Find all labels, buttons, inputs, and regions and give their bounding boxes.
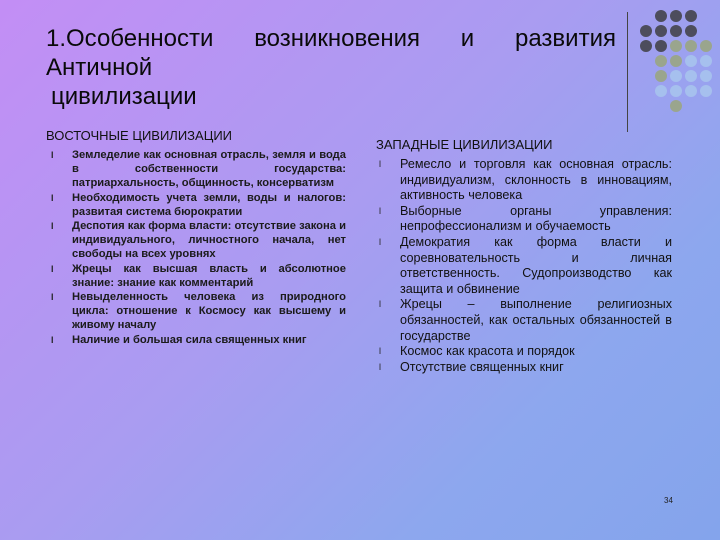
page-number: 34 [664, 496, 673, 505]
decorative-dot [655, 85, 667, 97]
decorative-dot [670, 40, 682, 52]
list-item-text: Ремесло и торговля как основная отрасль: индивидуализм, склонность в инновациям, активность человека [400, 157, 672, 203]
decorative-dot [655, 40, 667, 52]
title-word: развития [515, 25, 616, 52]
title-word: 1.Особенности [46, 25, 214, 52]
west-heading: ЗАПАДНЫЕ ЦИВИЛИЗАЦИИ [376, 137, 553, 152]
list-item-text: Невыделенность человека из природного цикла: отношение к Космосу как высшему и живому началу [72, 291, 346, 332]
bullet-icon: l [51, 150, 54, 160]
bullet-icon: l [51, 192, 54, 203]
east-list [51, 148, 346, 347]
list-item [379, 359, 672, 376]
bullet-icon: l [51, 292, 54, 303]
decorative-dot [700, 85, 712, 97]
decorative-dot [670, 10, 682, 22]
west-column [376, 137, 672, 375]
decorative-dot [685, 55, 697, 67]
decorative-divider [627, 12, 628, 132]
bullet-icon: l [51, 221, 54, 232]
list-item [51, 290, 346, 333]
decorative-dot [655, 55, 667, 67]
decorative-dot [685, 85, 697, 97]
bullet-icon: l [379, 346, 381, 357]
bullet-icon: l [51, 334, 54, 345]
bullet-icon: l [51, 263, 54, 274]
east-column [46, 128, 346, 347]
bullet-icon: l [379, 299, 381, 310]
decorative-dot [700, 40, 712, 52]
bullet-icon: l [379, 361, 381, 372]
list-item [379, 297, 672, 344]
list-item-text: Деспотия как форма власти: отсутствие закона и индивидуального, личностного начала, нет свободы на всех уровнях [72, 220, 346, 261]
title-word: и [460, 25, 475, 52]
list-item [51, 191, 346, 219]
west-list [379, 157, 672, 375]
decorative-dot [700, 55, 712, 67]
list-item-text: Демократия как форма власти и соревновательность и личная ответственность. Судопроизводство как защита и обвинение [400, 234, 672, 296]
title-line-2: Античной [46, 54, 153, 81]
list-item-text: Жрецы – выполнение религиозных обязанностей, как остальных обязанностей в государстве [400, 297, 672, 343]
list-item-text: Жрецы как высшая власть и абсолютное знание: знание как комментарий [72, 262, 346, 289]
decorative-dot [670, 85, 682, 97]
list-item [379, 234, 672, 297]
list-item [379, 344, 672, 360]
decorative-dot-grid [640, 10, 720, 120]
title-word: возникновения [254, 25, 420, 52]
list-item-text: Выборные органы управления: непрофессионализм и обучаемость [400, 203, 672, 234]
list-item [379, 203, 672, 235]
list-item-text: Космос как красота и порядок [400, 344, 575, 359]
bullet-icon: l [379, 236, 381, 247]
list-item [379, 157, 672, 204]
decorative-dot [640, 25, 652, 37]
decorative-dot [655, 10, 667, 22]
decorative-dot [670, 55, 682, 67]
title-line-3: цивилизации [51, 83, 197, 110]
list-item-text: Земледелие как основная отрасль, земля и вода в собственности государства: патриархальность, общинность, консерватизм [72, 149, 346, 190]
east-heading: ВОСТОЧНЫЕ ЦИВИЛИЗАЦИИ [46, 128, 233, 143]
title-line-1 [46, 24, 616, 53]
list-item-text: Наличие и большая сила священных книг [72, 333, 307, 346]
list-item [51, 333, 346, 347]
decorative-dot [700, 70, 712, 82]
decorative-dot [670, 100, 682, 112]
list-item [51, 262, 346, 290]
decorative-dot [655, 25, 667, 37]
slide-title [46, 24, 616, 111]
list-item [51, 219, 346, 262]
decorative-dot [655, 70, 667, 82]
decorative-dot [640, 40, 652, 52]
list-item [51, 148, 346, 191]
decorative-dot [670, 70, 682, 82]
decorative-dot [685, 70, 697, 82]
list-item-text: Отсутствие священных книг [400, 359, 564, 374]
bullet-icon: l [379, 205, 381, 216]
bullet-icon: l [379, 159, 381, 169]
decorative-dot [670, 25, 682, 37]
decorative-dot [685, 10, 697, 22]
decorative-dot [685, 40, 697, 52]
decorative-dot [685, 25, 697, 37]
list-item-text: Необходимость учета земли, воды и налогов: развитая система бюрократии [72, 191, 346, 218]
